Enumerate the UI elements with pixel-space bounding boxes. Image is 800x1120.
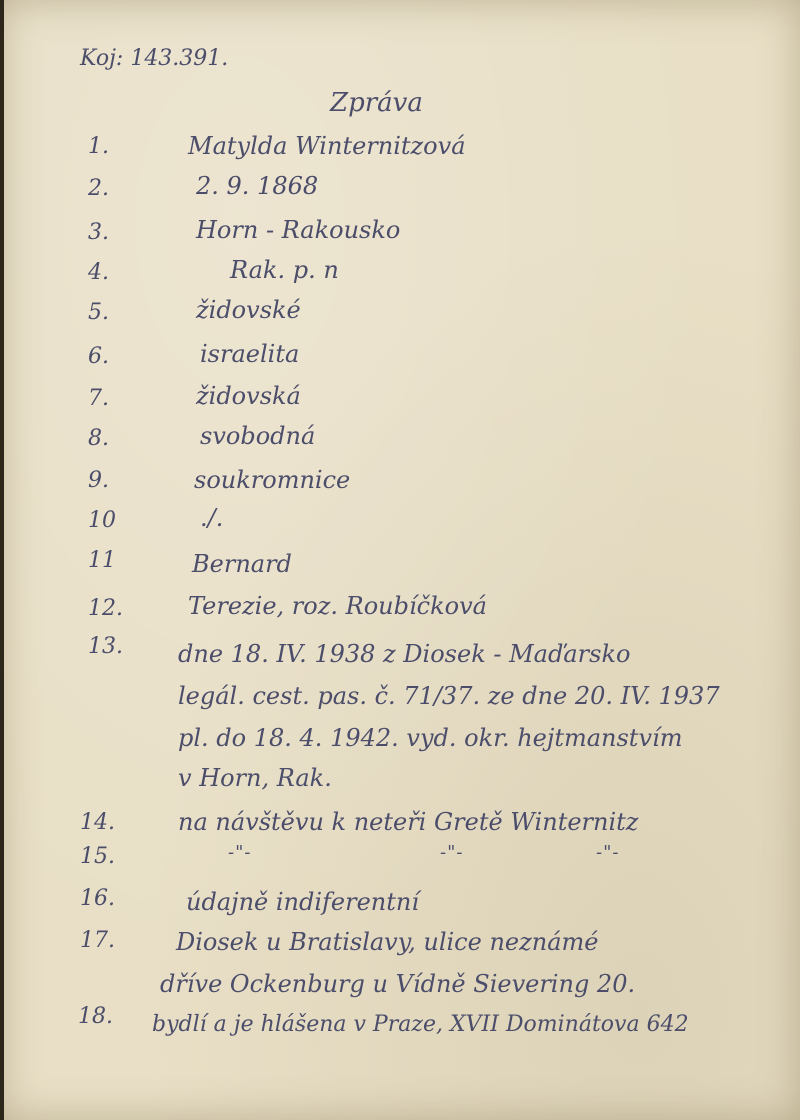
- ditto-mark: -"-: [596, 842, 620, 863]
- item-text: bydlí a je hlášena v Praze, XVII Dominátova 642: [152, 1012, 689, 1037]
- item-text: svobodná: [200, 422, 316, 450]
- item-text: Rak. p. n: [230, 256, 339, 284]
- item-text: 2. 9. 1868: [196, 172, 319, 200]
- item-number: 13.: [88, 634, 123, 659]
- item-text: pl. do 18. 4. 1942. vyd. okr. hejtmanstvím: [178, 724, 683, 752]
- item-number: 4.: [88, 260, 109, 285]
- item-number: 6.: [88, 344, 109, 369]
- item-number: 18.: [78, 1004, 113, 1029]
- item-text: na návštěvu k neteři Gretě Winternitz: [178, 808, 639, 836]
- item-number: 7.: [88, 386, 109, 411]
- reference-number: Koj: 143.391.: [80, 46, 229, 71]
- item-text: dříve Ockenburg u Vídně Sievering 20.: [160, 970, 636, 998]
- ditto-mark: -"-: [440, 842, 464, 863]
- document-title: Zpráva: [330, 88, 423, 118]
- item-number: 2.: [88, 176, 109, 201]
- item-number: 1.: [88, 134, 109, 159]
- item-number: 3.: [88, 220, 109, 245]
- item-text: Diosek u Bratislavy, ulice neznámé: [176, 928, 599, 956]
- item-text: Bernard: [192, 550, 292, 578]
- item-text: dne 18. IV. 1938 z Diosek - Maďarsko: [178, 640, 631, 668]
- item-text: Horn - Rakousko: [196, 216, 401, 244]
- item-number: 11: [88, 548, 116, 573]
- item-text: ./.: [200, 504, 224, 532]
- item-number: 17.: [80, 928, 115, 953]
- item-text: soukromnice: [194, 466, 351, 494]
- item-number: 14.: [80, 810, 115, 835]
- item-text: Terezie, roz. Roubíčková: [188, 592, 487, 620]
- item-number: 16.: [80, 886, 115, 911]
- item-number: 15.: [80, 844, 115, 869]
- item-number: 8.: [88, 426, 109, 451]
- item-text: v Horn, Rak.: [178, 764, 332, 792]
- item-text: Matylda Winternitzová: [188, 132, 466, 160]
- item-text: legál. cest. pas. č. 71/37. ze dne 20. IV. 1937: [178, 682, 720, 710]
- item-number: 12.: [88, 596, 123, 621]
- item-text: údajně indiferentní: [186, 888, 420, 916]
- ditto-mark: -"-: [228, 842, 252, 863]
- item-number: 9.: [88, 468, 109, 493]
- item-number: 10: [88, 508, 116, 533]
- item-text: israelita: [200, 340, 300, 368]
- item-text: židovské: [196, 296, 301, 324]
- item-number: 5.: [88, 300, 109, 325]
- item-text: židovská: [196, 382, 301, 410]
